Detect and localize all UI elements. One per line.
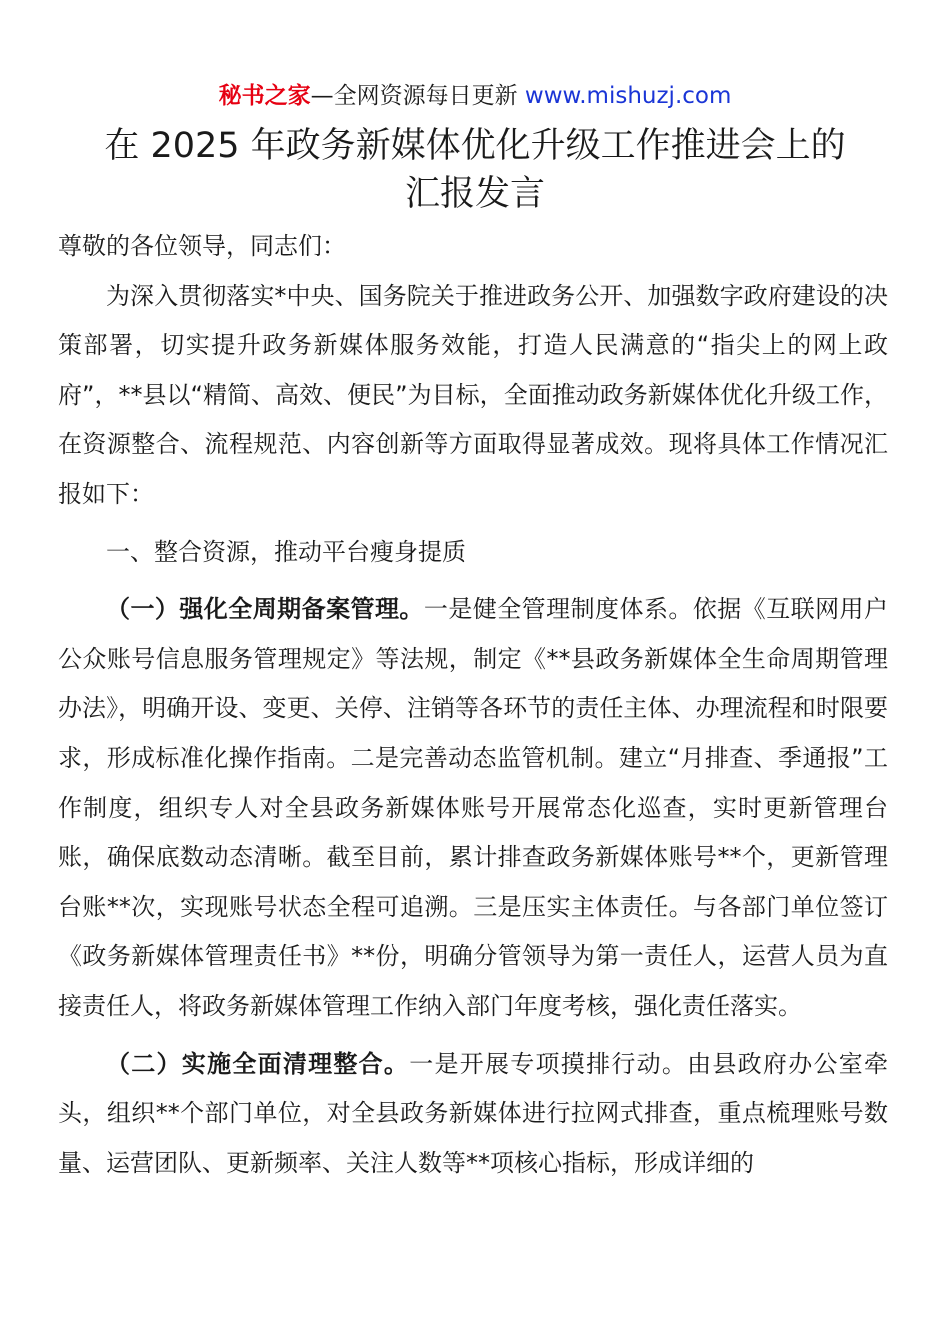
- banner-tagline: —全网资源每日更新: [310, 83, 525, 109]
- subsection-1-lead: （一）强化全周期备案管理。: [106, 595, 424, 624]
- title-line-1: 在 2025 年政务新媒体优化升级工作推进会上的: [104, 126, 846, 166]
- title-line-2: 汇报发言: [404, 174, 545, 214]
- subsection-1-body: 一是健全管理制度体系。依据《互联网用户公众账号信息服务管理规定》等法规，制定《**县政务新媒体全生命周期管理办法》，明确开设、变更、关停、注销等各环节的责任主体、办理流程和时限要求，形成标准化操作指南。二是完善动态监管机制。建立“月排查、季通报”工作制度，组织专人对全县政务新媒体账号开展常态化巡查，实时更新管理台账，确保底数动态清晰。截至目前，累计排查政务新媒体账号**个，更新管理台账**次，实现账号状态全程可追溯。三是压实主体责任。与各部门单位签订《政务新媒体管理责任书》**份，明确分管领导为第一责任人，运营人员为直接责任人，将政务新媒体管理工作纳入部门年度考核，强化责任落实。: [58, 595, 889, 1020]
- brand-name: 秘书之家: [218, 83, 311, 109]
- document-body: [58, 222, 888, 1188]
- intro-paragraph: 为深入贯彻落实*中央、国务院关于推进政务公开、加强数字政府建设的决策部署，切实提升政务新媒体服务效能，打造人民满意的“指尖上的网上政府”，**县以“精简、高效、便民”为目标，全面推动政务新媒体优化升级工作，在资源整合、流程规范、内容创新等方面取得显著成效。现将具体工作情况汇报如下：: [58, 281, 888, 508]
- document-title: [0, 122, 950, 218]
- subsection-2-paragraph: [58, 1040, 888, 1189]
- site-banner: [0, 80, 950, 112]
- section-heading: 一、整合资源，推动平台瘦身提质: [106, 537, 466, 566]
- salutation: 尊敬的各位领导，同志们：: [58, 232, 346, 260]
- site-url[interactable]: www.mishuzj.com: [524, 83, 732, 109]
- subsection-2-lead: （二）实施全面清理整合。: [106, 1049, 410, 1078]
- subsection-1-paragraph: [58, 585, 888, 1031]
- subsection-2-body: 一是开展专项摸排行动。由县政府办公室牵头，组织**个部门单位，对全县政务新媒体进行拉网式排查，重点梳理账号数量、运营团队、更新频率、关注人数等**项核心指标，形成详细的: [58, 1049, 889, 1177]
